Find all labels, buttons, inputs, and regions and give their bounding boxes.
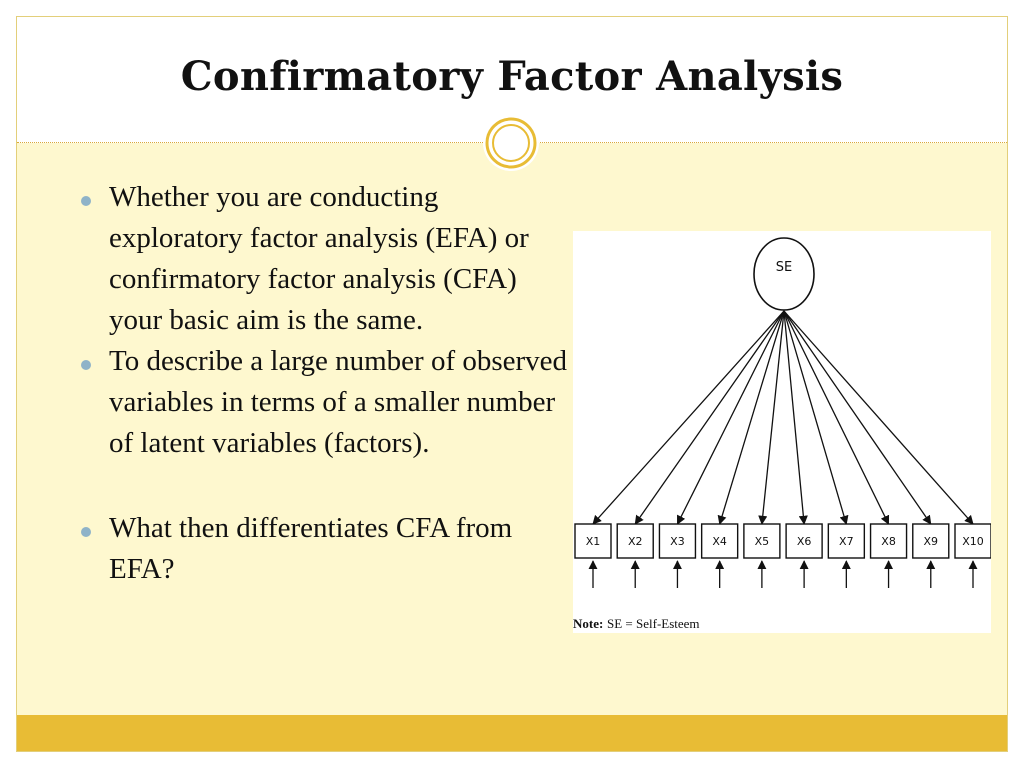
factor-loading-arrow bbox=[635, 311, 784, 524]
bullet-item bbox=[77, 341, 577, 464]
factor-loading-arrow bbox=[784, 311, 889, 524]
factor-loading-arrow bbox=[784, 311, 973, 524]
observed-variable-label: X5 bbox=[754, 535, 770, 548]
observed-variable-label: X7 bbox=[839, 535, 854, 548]
bullet-list bbox=[77, 177, 577, 590]
observed-variable-label: X8 bbox=[881, 535, 896, 548]
bullet-text: What then differentiates CFA from EFA? bbox=[109, 512, 513, 585]
bullet-item bbox=[77, 508, 577, 590]
observed-variable-label: X6 bbox=[796, 535, 812, 548]
bullet-dot-icon bbox=[81, 360, 91, 370]
cfa-diagram bbox=[573, 231, 991, 633]
observed-variable-label: X2 bbox=[627, 535, 643, 548]
footer-bar bbox=[17, 715, 1007, 751]
bullet-text: Whether you are conducting exploratory factor analysis (EFA) or confirmatory factor analysis (CFA) your basic aim is the same. bbox=[109, 181, 529, 336]
observed-variable-label: X1 bbox=[585, 535, 601, 548]
bullet-dot-icon bbox=[81, 527, 91, 537]
observed-variable-label: X10 bbox=[962, 535, 984, 548]
bullet-text: To describe a large number of observed variables in terms of a smaller number of latent variables (factors). bbox=[109, 345, 568, 459]
slide bbox=[16, 16, 1008, 752]
observed-variable-label: X4 bbox=[712, 535, 727, 548]
bullet-dot-icon bbox=[81, 196, 91, 206]
factor-loading-arrow bbox=[593, 311, 784, 524]
latent-factor-label: SE bbox=[775, 260, 793, 275]
slide-title: Confirmatory Factor Analysis bbox=[180, 53, 844, 100]
circle-ornament-icon bbox=[483, 115, 539, 171]
observed-variable-label: X3 bbox=[670, 535, 685, 548]
observed-variable-label: X9 bbox=[923, 535, 939, 548]
factor-loading-arrow bbox=[677, 311, 784, 524]
bullet-item bbox=[77, 177, 577, 341]
diagram-note-label: Note: bbox=[573, 616, 604, 631]
factor-loading-arrow bbox=[784, 311, 804, 524]
diagram-note-text: SE = Self-Esteem bbox=[607, 616, 700, 631]
factor-loading-arrow bbox=[784, 311, 931, 524]
factor-loading-arrow bbox=[762, 311, 784, 524]
factor-loading-arrow bbox=[720, 311, 784, 524]
